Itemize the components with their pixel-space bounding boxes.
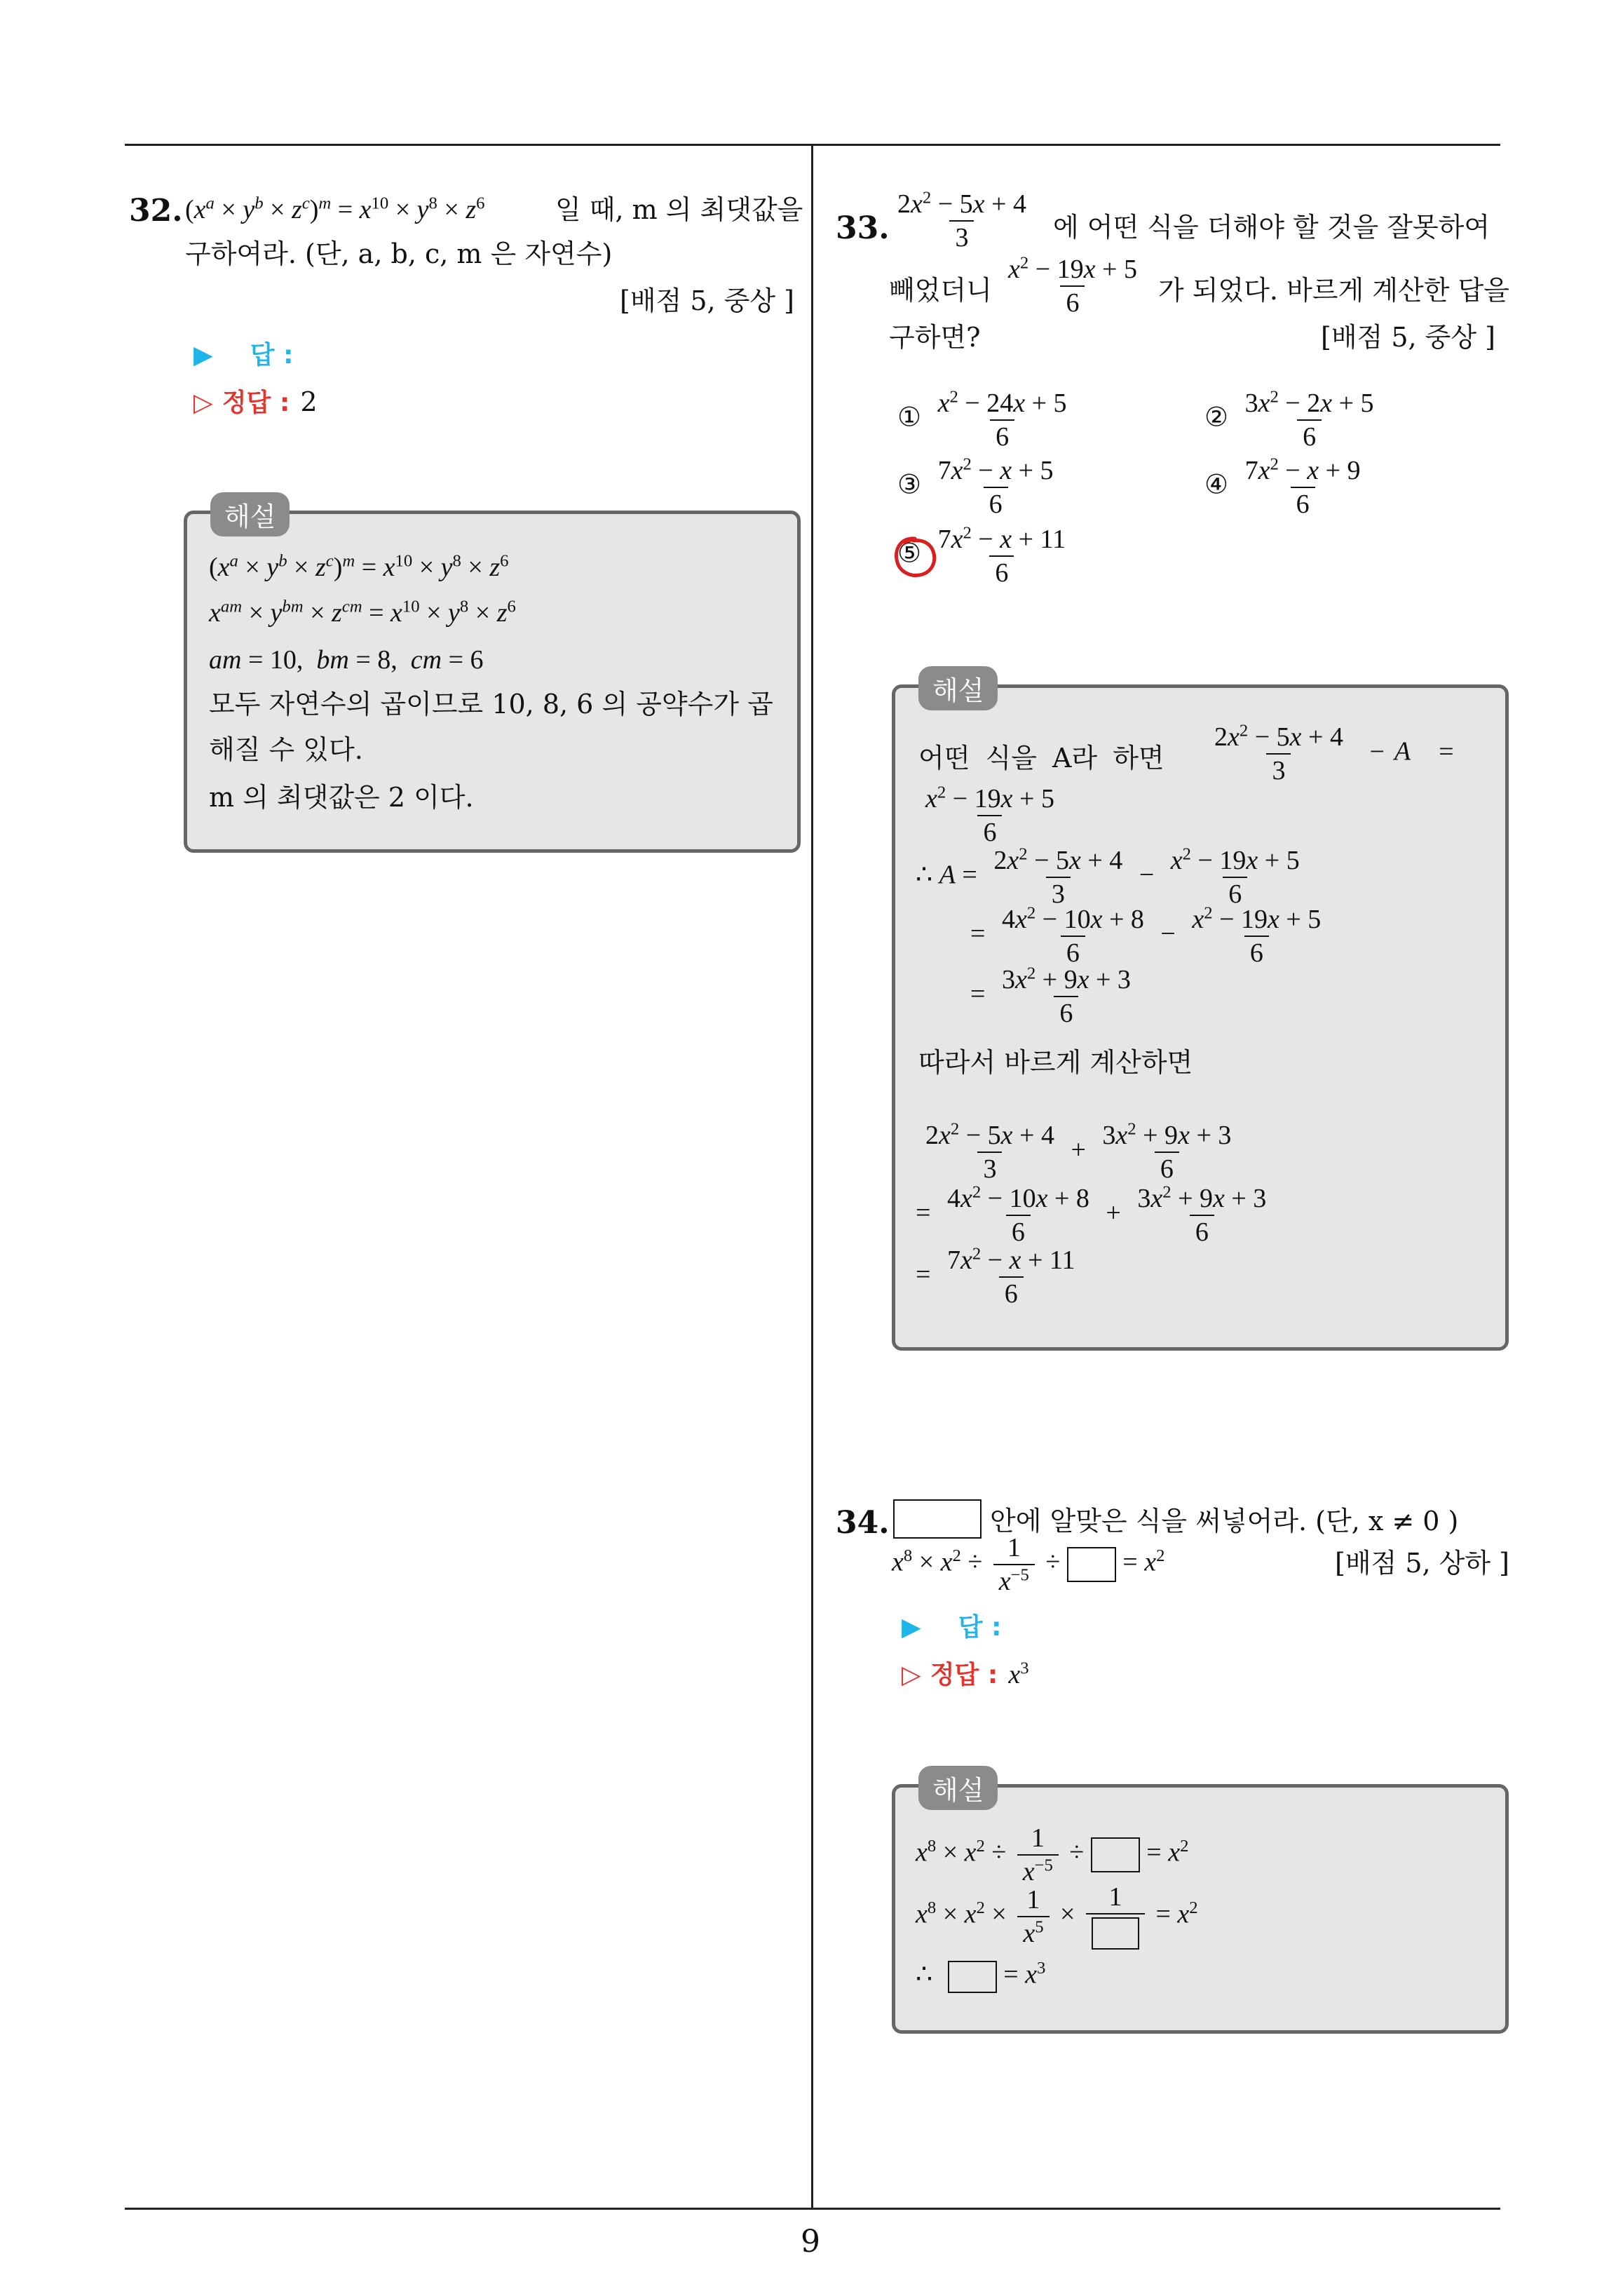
q32-number: 32.	[129, 193, 183, 229]
q34-answer-row[interactable]	[902, 1607, 1002, 1643]
q33-choice-5[interactable]: ⑤ $\frac{7x^2 - x + 11}{6}$	[897, 523, 1066, 588]
q32-sol-line1: $(x^a \times y^b \times z^c)^m = x^{10} \times y^8 \times z^6$	[209, 551, 509, 582]
q34-stem-line1: 안에 알맞은 식을 써넣어라. (단, x ≠ 0 )	[990, 1506, 1459, 1537]
q34-stem-formula: $x^8 \times x^2$ ÷ $\frac{1}{x^{-5}}$ ÷ = $x^2$	[892, 1533, 1165, 1596]
answer-marker-icon: ▶	[902, 1613, 921, 1642]
q32-sol-line2: $x^{am} \times y^{bm} \times z^{cm} = x^{10} \times y^8 \times z^6$	[209, 597, 516, 628]
q32-sol-line3: am = 10, bm = 8, cm = 6	[209, 645, 484, 675]
q33-sol-text2: 따라서 바르게 계산하면	[918, 1047, 1193, 1078]
q33-sol-eq1b: $\frac{x^2 - 19x + 5}{6}$	[925, 783, 1054, 847]
q33-sol-eq1: $\frac{2x^2 - 5x + 4}{3}$ − A =	[1214, 721, 1454, 785]
q33-sol-eq4: = $\frac{3x^2 + 9x + 3}{6}$	[970, 964, 1131, 1028]
answer-marker-icon: ▶	[193, 341, 213, 370]
choice-mark-2: ②	[1204, 401, 1229, 433]
q34-solution-tag: 해설	[918, 1766, 998, 1810]
q33-sol-eq5: $\frac{2x^2 - 5x + 4}{3}$ + $\frac{3x^2 + 9x + 3}{6}$	[925, 1119, 1232, 1184]
q34-number: 34.	[836, 1505, 890, 1541]
q34-sol-box2	[1092, 1917, 1139, 1950]
q34-sol-line3: ∴ = $x^3$	[916, 1961, 1045, 1993]
q34-correct-label: 정답 :	[930, 1661, 998, 1689]
q33-solution-tag: 해설	[918, 666, 998, 710]
q32-solution-tag: 해설	[210, 492, 290, 536]
q32-correct-value: 2	[300, 386, 318, 417]
q32-meta: [배점 5, 중상 ]	[620, 285, 794, 316]
bottom-rule	[125, 2208, 1500, 2210]
q33-stem-line3: 구하면?	[889, 322, 981, 353]
q34-blank-box[interactable]	[893, 1499, 982, 1539]
q33-stem-fraction: $\frac{2x^2 - 5x + 4}{3}$	[897, 188, 1026, 252]
q33-choice-3[interactable]: ③ $\frac{7x^2 - x + 5}{6}$	[897, 454, 1054, 519]
q33-stem-fraction2: $\frac{x^2 - 19x + 5}{6}$	[1008, 253, 1137, 318]
q33-sol-eq7: = $\frac{7x^2 - x + 11}{6}$	[916, 1244, 1075, 1309]
q34-correct-row	[902, 1655, 1029, 1691]
q32-answer-label: 답 :	[250, 341, 294, 370]
q33-choice-4[interactable]: ④ $\frac{7x^2 - x + 9}{6}$	[1204, 454, 1361, 519]
choice-mark-1: ①	[897, 401, 922, 433]
q33-choice-2[interactable]: ② $\frac{3x^2 - 2x + 5}{6}$	[1204, 387, 1374, 452]
q32-correct-label: 정답 :	[222, 389, 290, 417]
q33-stem-line1: 에 어떤 식을 더해야 할 것을 잘못하여	[1053, 212, 1490, 243]
choice-mark-4: ④	[1204, 468, 1229, 500]
q34-answer-label: 답 :	[958, 1613, 1002, 1642]
q32-sol-line6: m 의 최댓값은 2 이다.	[209, 782, 474, 813]
q33-sol-eq3: = $\frac{4x^2 - 10x + 8}{6}$ − $\frac{x^2 - 19x + 5}{6}$	[970, 903, 1322, 968]
choice-mark-3: ③	[897, 468, 922, 500]
q33-meta: [배점 5, 중상 ]	[1321, 322, 1495, 353]
q34-sol-box1	[1091, 1837, 1140, 1872]
choice-mark-5: ⑤	[897, 537, 922, 569]
q34-sol-line1: $x^8 \times x^2$ ÷ $\frac{1}{x^{-5}}$ ÷ = $x^2$	[916, 1823, 1189, 1886]
q33-sol-eq2: ∴ A = $\frac{2x^2 - 5x + 4}{3}$ − $\frac{x^2 - 19x + 5}{6}$	[916, 844, 1300, 909]
correct-marker-icon: ▷	[193, 389, 213, 417]
q32-correct-row	[193, 383, 318, 419]
q32-sol-line4: 모두 자연수의 곱이므로 10, 8, 6 의 공약수가 곱	[209, 689, 773, 720]
q33-stem-line2a: 빼었더니	[889, 275, 992, 306]
q34-sol-line2: $x^8 \times x^2$ × $\frac{1}{x^5}$ × 1 = $x^2$	[916, 1882, 1198, 1948]
q34-correct-value: $x^3$	[1008, 1659, 1029, 1689]
q32-stem-tail: 일 때, m 의 최댓값을	[555, 194, 803, 225]
q32-sol-line5: 해질 수 있다.	[209, 734, 363, 765]
q34-stem-box[interactable]	[1067, 1547, 1116, 1582]
q32-stem-line2: 구하여라. (단, a, b, c, m 은 자연수)	[185, 238, 613, 269]
q33-sol-eq6: = $\frac{4x^2 - 10x + 8}{6}$ + $\frac{3x^2 + 9x + 3}{6}$	[916, 1182, 1267, 1247]
q32-answer-row[interactable]	[193, 335, 294, 371]
q33-sol-intro: 어떤 식을 A라 하면	[918, 743, 1164, 774]
q33-number: 33.	[836, 210, 890, 246]
q34-meta: [배점 5, 상하 ]	[1335, 1548, 1509, 1579]
q33-stem-line2b: 가 되었다. 바르게 계산한 답을	[1158, 275, 1509, 306]
column-divider	[811, 144, 813, 2209]
q32-stem-formula: $(x^a \times y^b \times z^c)^m = x^{10} \times y^8 \times z^6$	[185, 194, 485, 224]
correct-marker-icon: ▷	[902, 1661, 921, 1689]
q34-sol-box3	[948, 1961, 997, 1993]
answer-circle-mark-icon	[890, 533, 939, 582]
page-number: 9	[801, 2224, 820, 2260]
q33-choice-1[interactable]: ① $\frac{x^2 - 24x + 5}{6}$	[897, 387, 1067, 452]
